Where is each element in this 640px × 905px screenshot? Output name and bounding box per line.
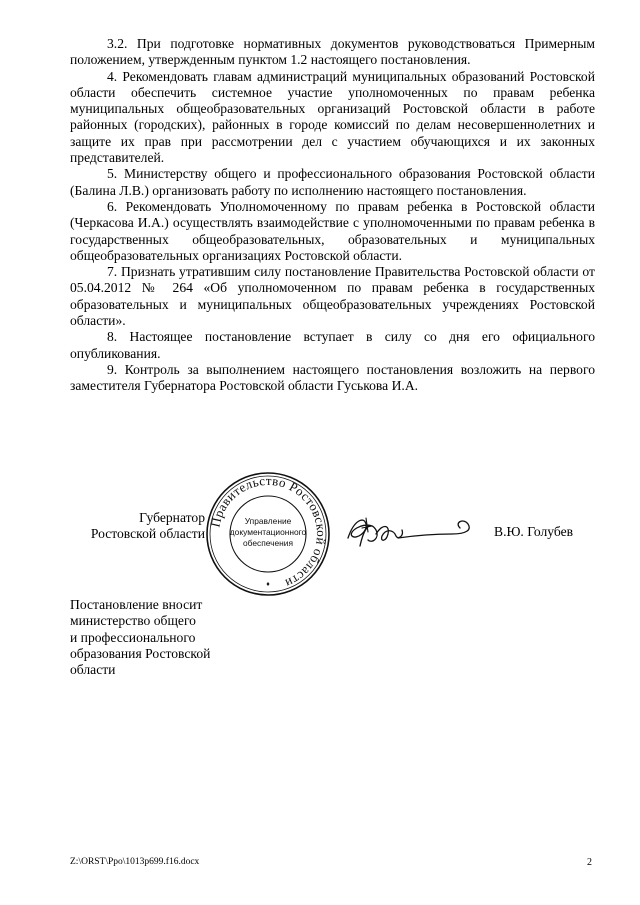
paragraph-6: 6. Рекомендовать Уполномоченному по правам ребенка в Ростовской области (Черкасова И.А.) осуществлять взаимодействие с уполномоченными по правам ребенка в государственных общеобразовательных, образовательных и муниципальных общеобразовательных организациях Ростовской области. (70, 198, 595, 263)
footer-file-path: Z:\ORST\Ppo\1013p699.f16.docx (70, 857, 200, 867)
seal-center-line-3: обеспечения (243, 538, 293, 548)
introduced-by-line-4: образования Ростовской (70, 645, 211, 661)
signatory-title-line-2: Ростовской области (90, 526, 205, 542)
introduced-by-line-3: и профессионального (70, 629, 196, 645)
introduced-by-line-1: Постановление вносит (70, 597, 203, 612)
signatory-title (70, 510, 205, 543)
seal-star-mark (267, 582, 270, 586)
paragraph-9: 9. Контроль за выполнением настоящего постановления возложить на первого заместителя Губернатора Ростовской области Гуськова И.А. (70, 361, 595, 394)
seal-center-line-2: документационного (229, 527, 307, 537)
paragraph-7: 7. Признать утратившим силу постановление Правительства Ростовской области от 05.04.2012 № 264 «Об уполномоченном по правам ребенка в государственных образовательных и муниципальных общеобразовательных учреждениях Ростовской области». (70, 264, 595, 329)
paragraph-5: 5. Министерству общего и профессионального образования Ростовской области (Балина Л.В.) организовать работу по исполнению настоящего постановления. (70, 166, 595, 198)
document-body (70, 36, 595, 395)
signatory-name: В.Ю. Голубев (494, 524, 574, 539)
seal-center-line-1: Управление (244, 516, 292, 526)
paragraph-3-2: 3.2. При подготовке нормативных документов руководствоваться Примерным положением, утвержденным пунктом 1.2 настоящего постановления. (70, 36, 595, 68)
introduced-by-line-5: области (70, 662, 116, 678)
paragraph-8: 8. Настоящее постановление вступает в силу со дня его официального опубликования. (70, 329, 595, 361)
official-seal-stamp (204, 470, 332, 598)
handwritten-signature (342, 510, 482, 554)
seal-ring-text: Правительство Ростовской области (207, 472, 330, 592)
signatory-title-line-1: Губернатор (139, 510, 205, 525)
paragraph-4: 4. Рекомендовать главам администраций муниципальных образований Ростовской области обеспечить системное участие уполномоченных по правам ребенка муниципальных общеобразовательных организаций Ростовской области в работе районных (городских), районных в городе комиссий по делам несовершеннолетних и защите их прав при рассмотрении дел с участием обучающихся и их законных представителей. (70, 68, 595, 166)
page-number: 2 (587, 857, 592, 868)
introduced-by-block (70, 597, 240, 678)
introduced-by-line-2: министерство общего (70, 613, 196, 629)
